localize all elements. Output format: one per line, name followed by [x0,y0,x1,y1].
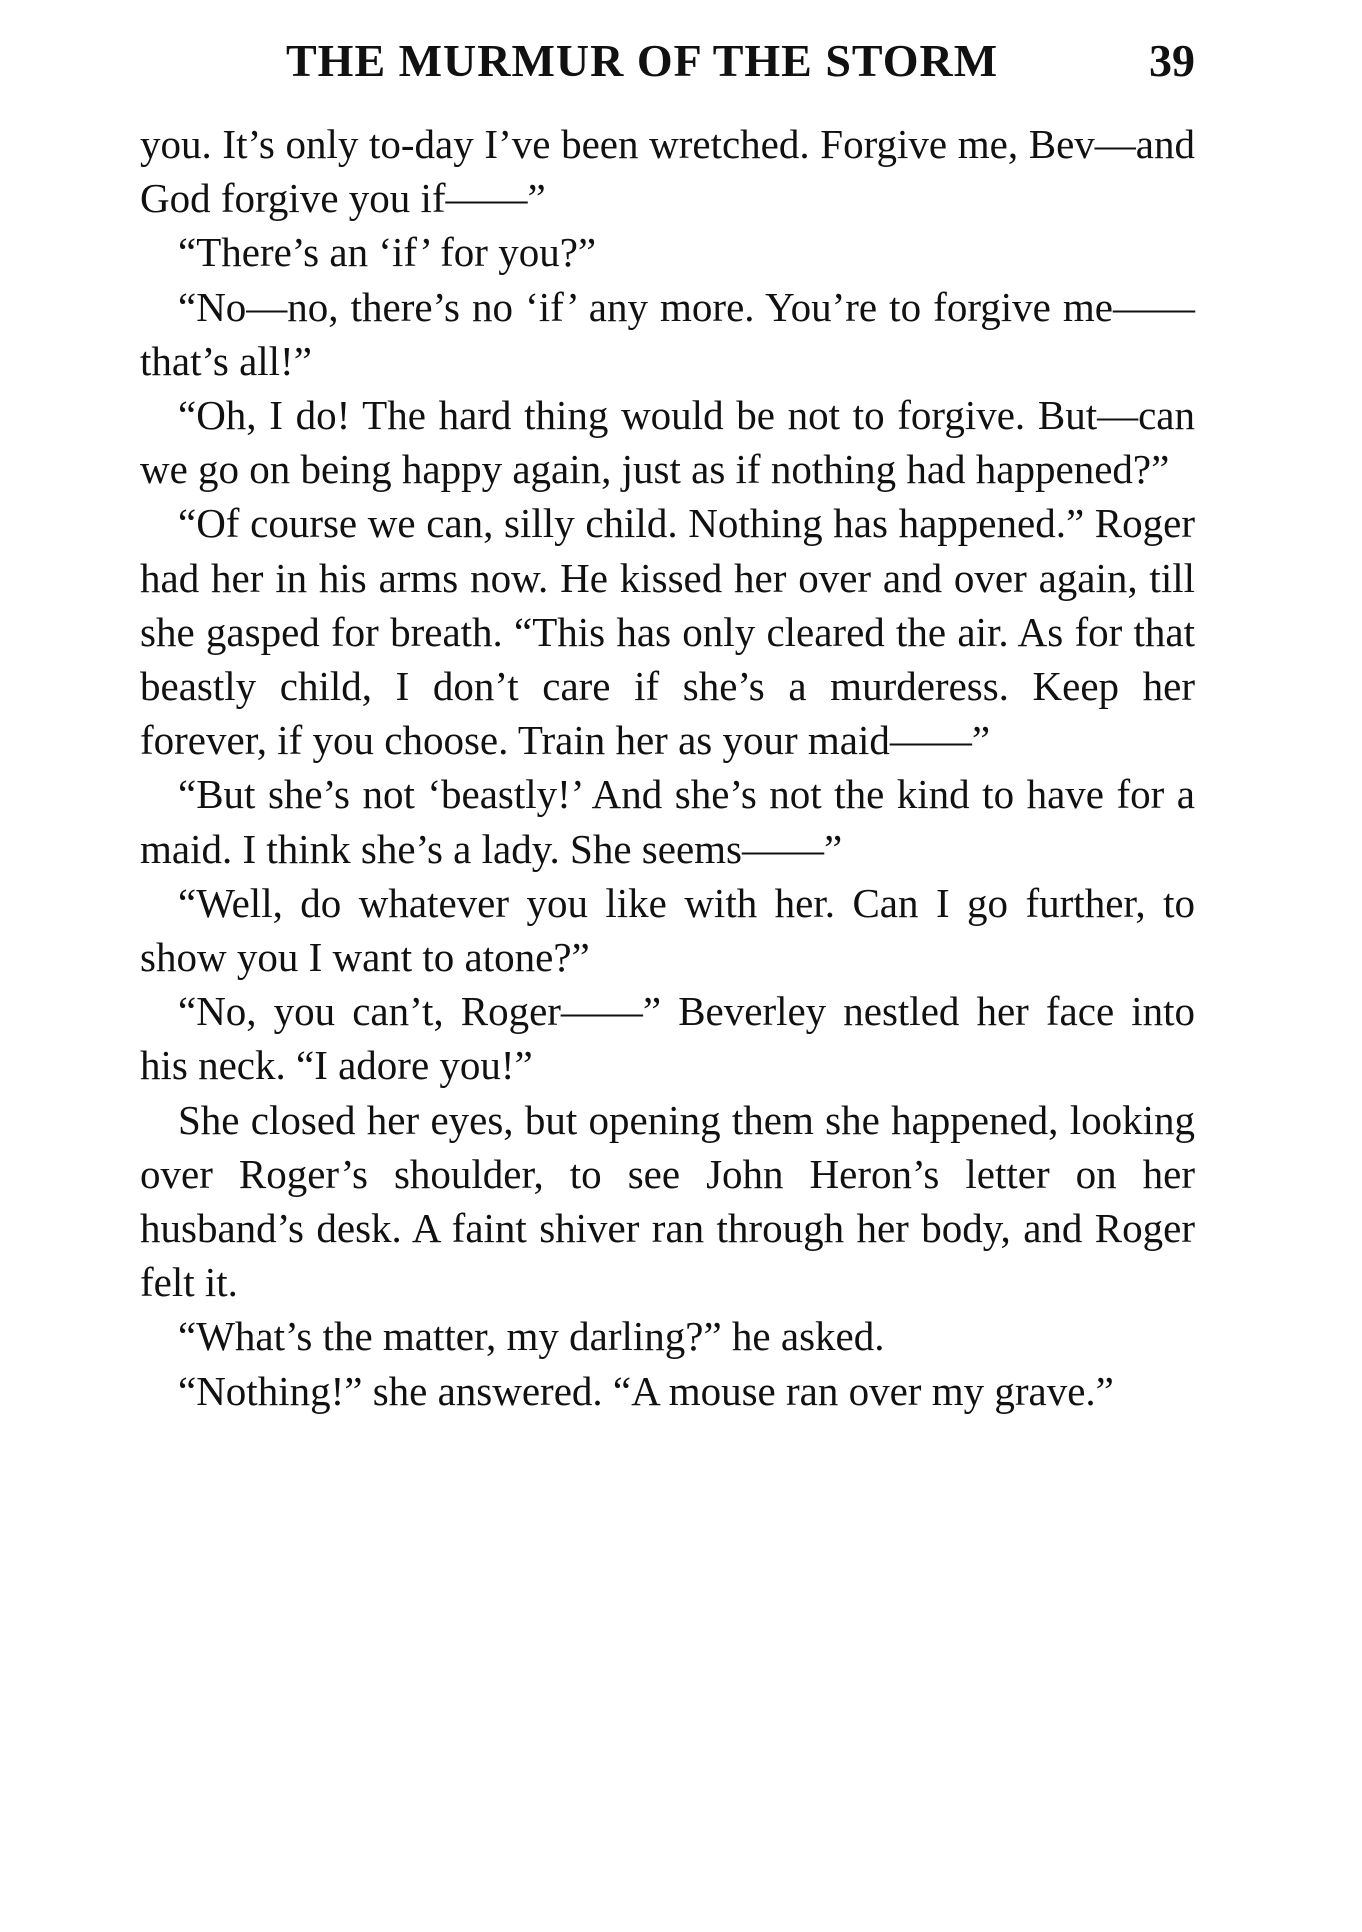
page-number: 39 [1149,35,1195,86]
running-head [140,32,1195,98]
paragraph: “Of course we can, silly child. Nothing has happened.” Roger had her in his arms now. He kissed her over and over again, till she gasped for breath. “This has only cleared the air. As for that beastly child, I don’t care if she’s a murderess. Keep her forever, if you choose. Train her as your maid——” [140,500,1195,764]
paragraph: She closed her eyes, but opening them she happened, looking over Roger’s shoulder, to see John Heron’s letter on her husband’s desk. A faint shiver ran through her body, and Roger felt it. [140,1096,1195,1306]
paragraph: “Nothing!” she answered. “A mouse ran over my grave.” [178,1367,1114,1414]
paragraph: “There’s an ‘if’ for you?” [178,229,597,276]
paragraph: “Well, do whatever you like with her. Can I go further, to show you I want to atone?” [140,879,1195,981]
body-text [140,117,1195,1418]
paragraph: “Oh, I do! The hard thing would be not to forgive. But—can we go on being happy again, just as if nothing had happened?” [140,392,1195,493]
paragraph: “No, you can’t, Roger——” Beverley nestled her face into his neck. “I adore you!” [140,988,1195,1089]
paragraph: you. It’s only to-day I’ve been wretched. Forgive me, Bev—and God forgive you if——” [140,121,1195,222]
paragraph: “No—no, there’s no ‘if’ any more. You’re to forgive me——that’s all!” [140,283,1195,384]
running-title: THE MURMUR OF THE STORM [286,35,999,86]
paragraph: “But she’s not ‘beastly!’ And she’s not the kind to have for a maid. I think she’s a lady. She seems——” [140,771,1195,872]
paragraph: “What’s the matter, my darling?” he asked. [178,1313,885,1360]
